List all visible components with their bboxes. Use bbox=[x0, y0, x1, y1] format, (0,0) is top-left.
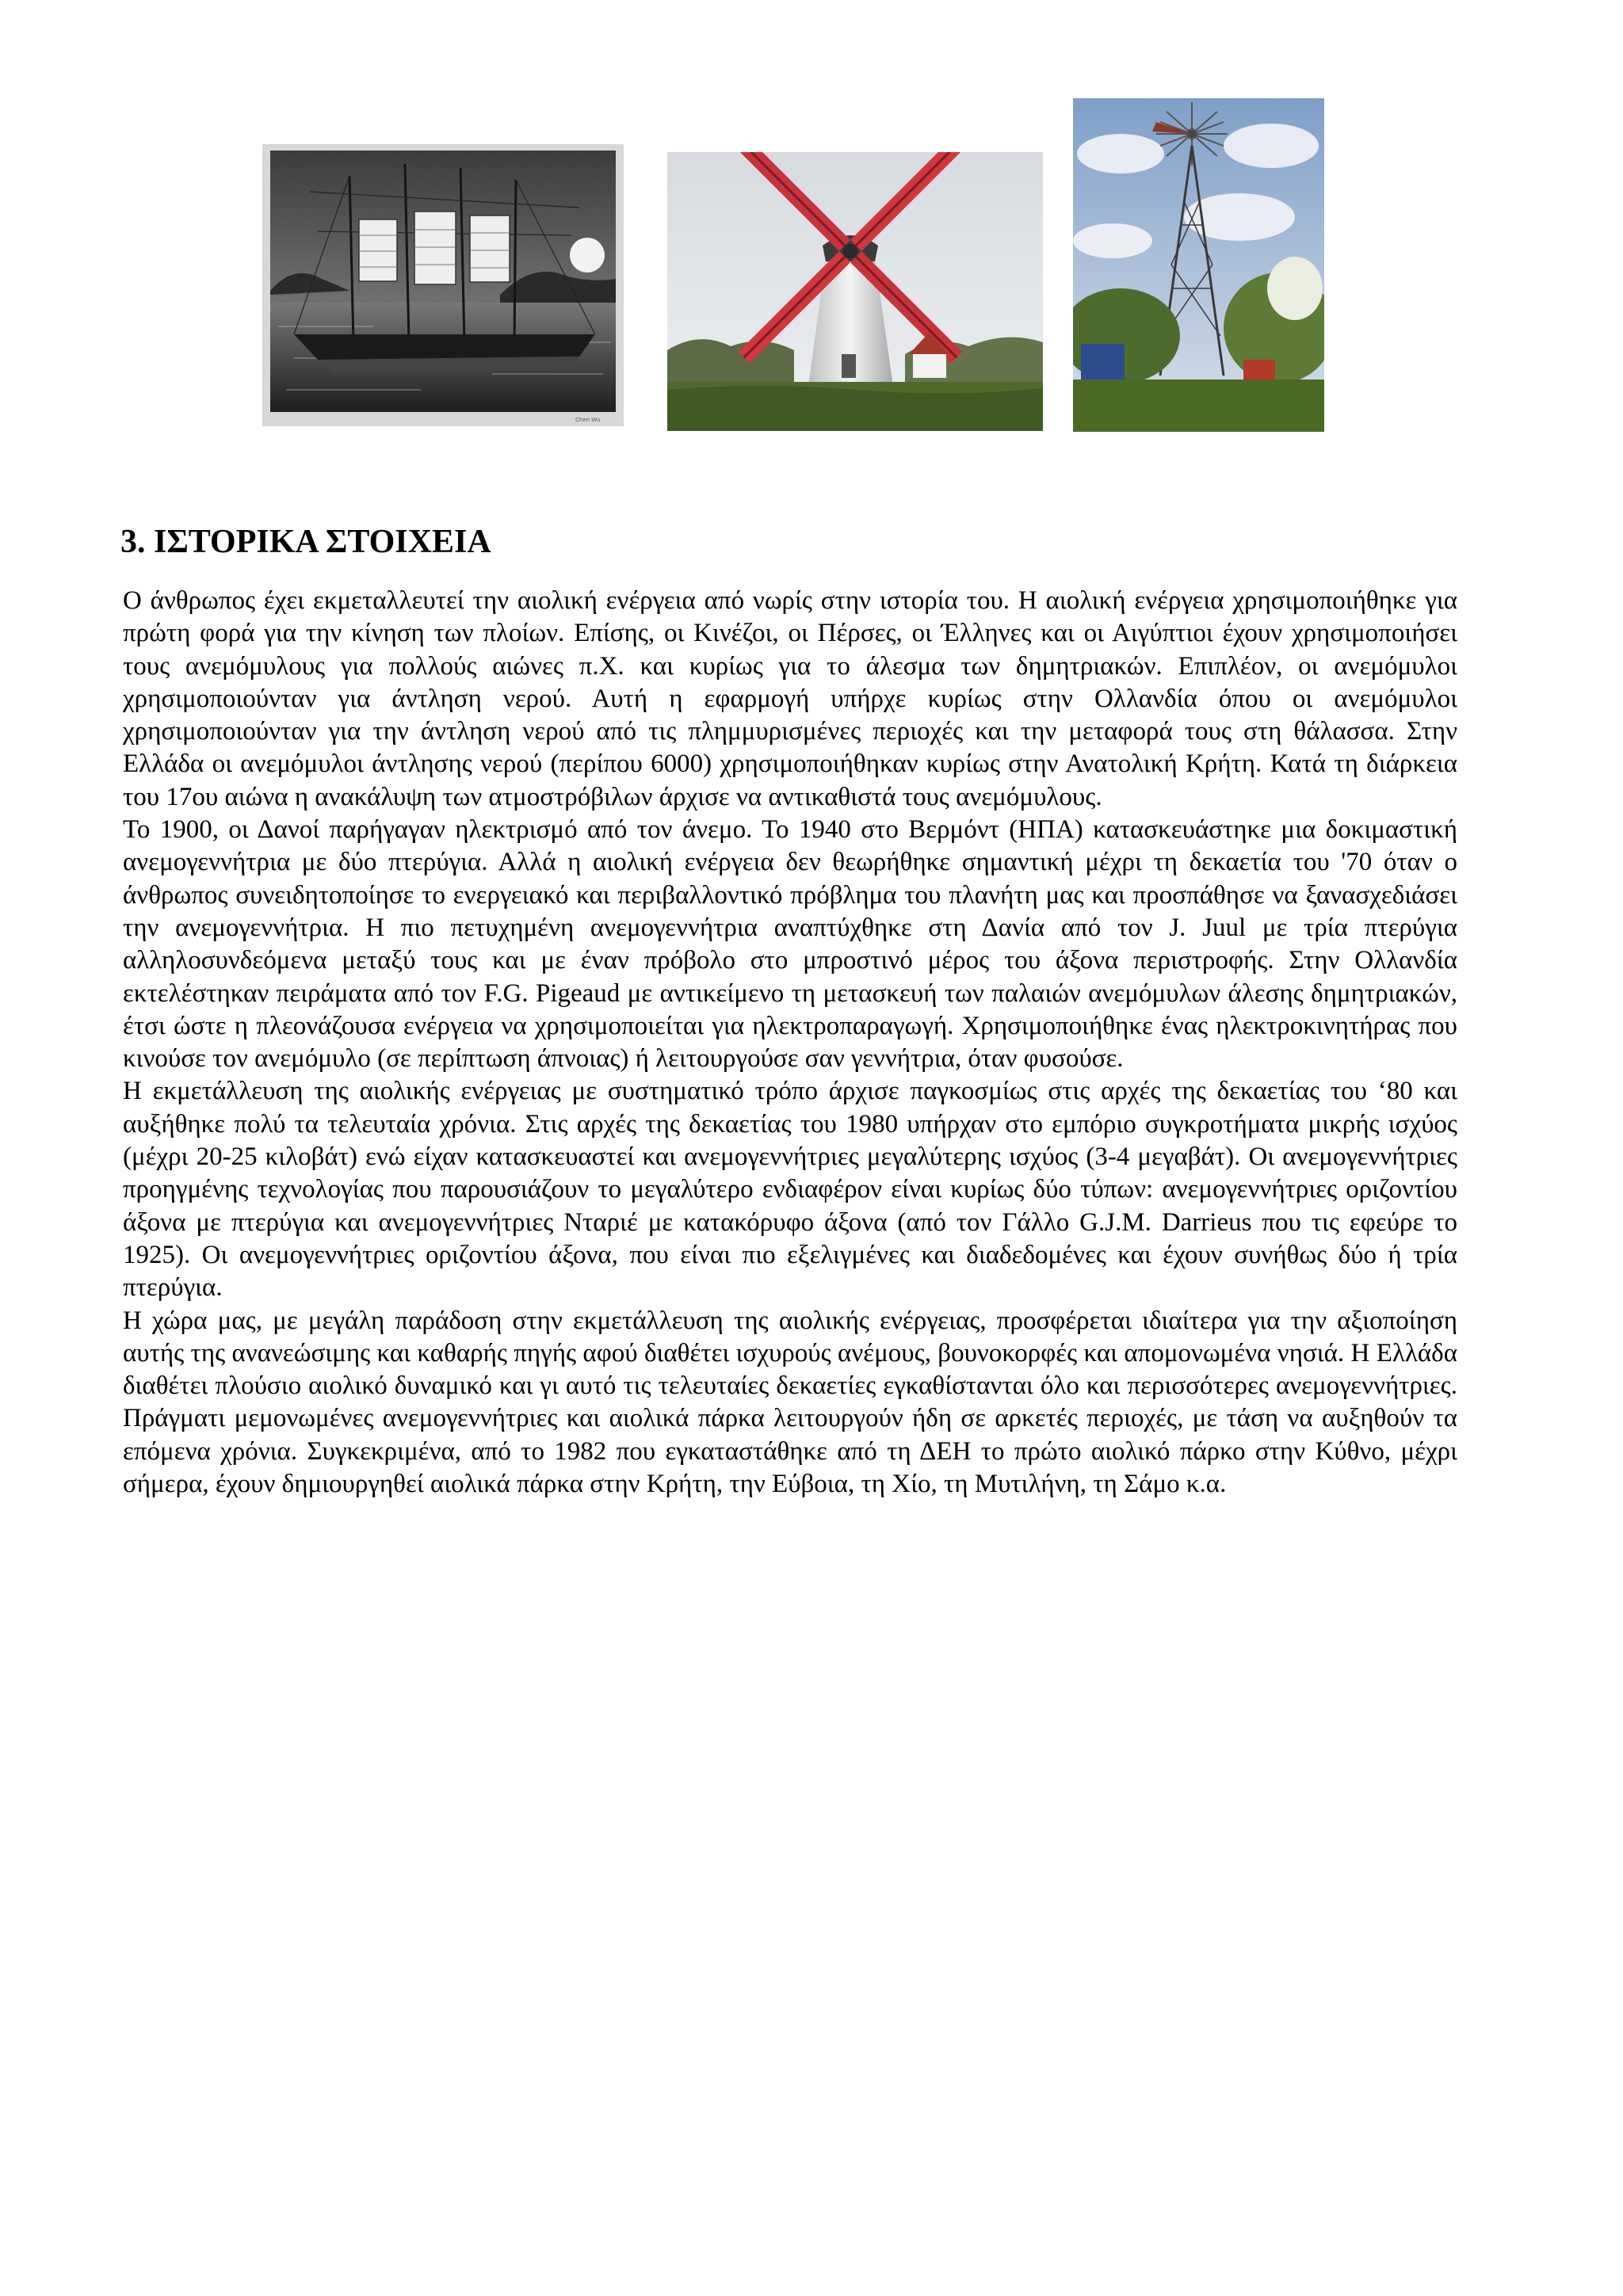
body-text bbox=[123, 585, 1457, 1501]
junk-sailboat-drawing bbox=[262, 144, 624, 426]
paragraph: Η χώρα μας, με μεγάλη παράδοση στην εκμετάλλευση της αιολικής ενέργειας, προσφέρεται ιδιαίτερα για την αξιοποίηση αυτής της ανανεώσιμης και καθαρής πηγής αφού διαθέτει ισχυρούς ανέμους, βουνοκορφές και απομονωμένα νησιά. Η Ελλάδα διαθέτει πλούσιο αιολικό δυναμικό και γι αυτό τις τελευταίες δεκαετίες εγκαθίστανται όλο και περισσότερες ανεμογεννήτριες. Πράγματι μεμονωμένες ανεμογεννήτριες και αιολικά πάρκα λειτουργούν ήδη σε αρκετές περιοχές, με τάση να αυξηθούν τα επόμενα χρόνια. Συγκεκριμένα, από το 1982 που εγκαταστάθηκε από τη ΔΕΗ το πρώτο αιολικό πάρκο στην Κύθνο, μέχρι σήμερα, έχουν δημιουργηθεί αιολικά πάρκα στην Κρήτη, την Εύβοια, τη Χίο, τη Μυτιλήνη, τη Σάμο κ.α. bbox=[123, 1306, 1457, 1499]
paragraph: Το 1900, οι Δανοί παρήγαγαν ηλεκτρισμό από τον άνεμο. Το 1940 στο Βερμόντ (ΗΠΑ) κατασκευάστηκε μια δοκιμαστική ανεμογεννήτρια με δύο πτερύγια. Αλλά η αιολική ενέργεια δεν θεωρήθηκε σημαντική μέχρι τη δεκαετία του '70 όταν ο άνθρωπος συνειδητοποίησε το ενεργειακό και περιβαλλοντικό πρόβλημα του πλανήτη μας και προσπάθησε να ξανασχεδιάσει την ανεμογεννήτρια. Η πιο πετυχημένη ανεμογεννήτρια αναπτύχθηκε στη Δανία από τον J. Juul με τρία πτερύγια αλληλοσυνδεόμενα μεταξύ τους και με έναν πρόβολο στο μπροστινό μέρος του άξονα περιστροφής. Στην Ολλανδία εκτελέστηκαν πειράματα από τον F.G. Pigeaud με αντικείμενο τη μετασκευή των παλαιών ανεμόμυλων άλεσης δημητριακών, έτσι ώστε η πλεονάζουσα ενέργεια να χρησιμοποιείται για ηλεκτροπαραγωγή. Χρησιμοποιήθηκε ένας ηλεκτροκινητήρας που κινούσε τον ανεμόμυλο (σε περίπτωση άπνοιας) ή λειτουργούσε σαν γεννήτρια, όταν φυσούσε. bbox=[123, 815, 1457, 1074]
section-heading: 3. ΙΣΤΟΡΙΚΑ ΣΤΟΙΧΕΙΑ bbox=[120, 524, 491, 560]
svg-text:Chen Wu: Chen Wu bbox=[575, 417, 601, 423]
paragraph: Η εκμετάλλευση της αιολικής ενέργειας με συστηματικό τρόπο άρχισε παγκοσμίως στις αρχές της δεκαετίας του ‘80 και αυξήθηκε πολύ τα τελευταία χρόνια. Στις αρχές της δεκαετίας του 1980 υπήρχαν στο εμπόριο συγκροτήματα μικρής ισχύος (μέχρι 20-25 κιλοβάτ) ενώ είχαν κατασκευαστεί και ανεμογεννήτριες μεγαλύτερης ισχύος (3-4 μεγαβάτ). Οι ανεμογεννήτριες προηγμένης τεχνολογίας που παρουσιάζουν το μεγαλύτερο ενδιαφέρον είναι κυρίως δύο τύπων: ανεμογεννήτριες οριζοντίου άξονα με πτερύγια και ανεμογεννήτριες Νταριέ με κατακόρυφο άξονα (από τον Γάλλο G.J.M. Darrieus που τις εφεύρε το 1925). Οι ανεμογεννήτριες οριζοντίου άξονα, που είναι πιο εξελιγμένες και διαδεδομένες και έχουν συνήθως δύο ή τρία πτερύγια. bbox=[123, 1077, 1457, 1302]
water-pump-windmill-photo bbox=[1073, 98, 1324, 432]
paragraph: Ο άνθρωπος έχει εκμεταλλευτεί την αιολική ενέργεια από νωρίς στην ιστορία του. Η αιολική ενέργεια χρησιμοποιήθηκε για πρώτη φορά για την κίνηση των πλοίων. Επίσης, οι Κινέζοι, οι Πέρσες, οι Έλληνες και οι Αιγύπτιοι έχουν χρησιμοποιήσει τους ανεμόμυλους για πολλούς αιώνες π.Χ. και κυρίως για το άλεσμα των δημητριακών. Επιπλέον, οι ανεμόμυλοι χρησιμοποιούνταν για άντληση νερού. Αυτή η εφαρμογή υπήρχε κυρίως στην Ολλανδία όπου οι ανεμόμυλοι χρησιμοποιούνταν για την άντληση νερού από τις πλημμυρισμένες περιοχές και την μεταφορά τους στη θάλασσα. Στην Ελλάδα οι ανεμόμυλοι άντλησης νερού (περίπου 6000) χρησιμοποιήθηκαν κυρίως στην Ανατολική Κρήτη. Κατά τη διάρκεια του 17ου αιώνα η ανακάλυψη των ατμοστρόβιλων άρχισε να αντικαθιστά τους ανεμόμυλους. bbox=[123, 586, 1457, 811]
red-sail-windmill-photo bbox=[667, 152, 1043, 431]
